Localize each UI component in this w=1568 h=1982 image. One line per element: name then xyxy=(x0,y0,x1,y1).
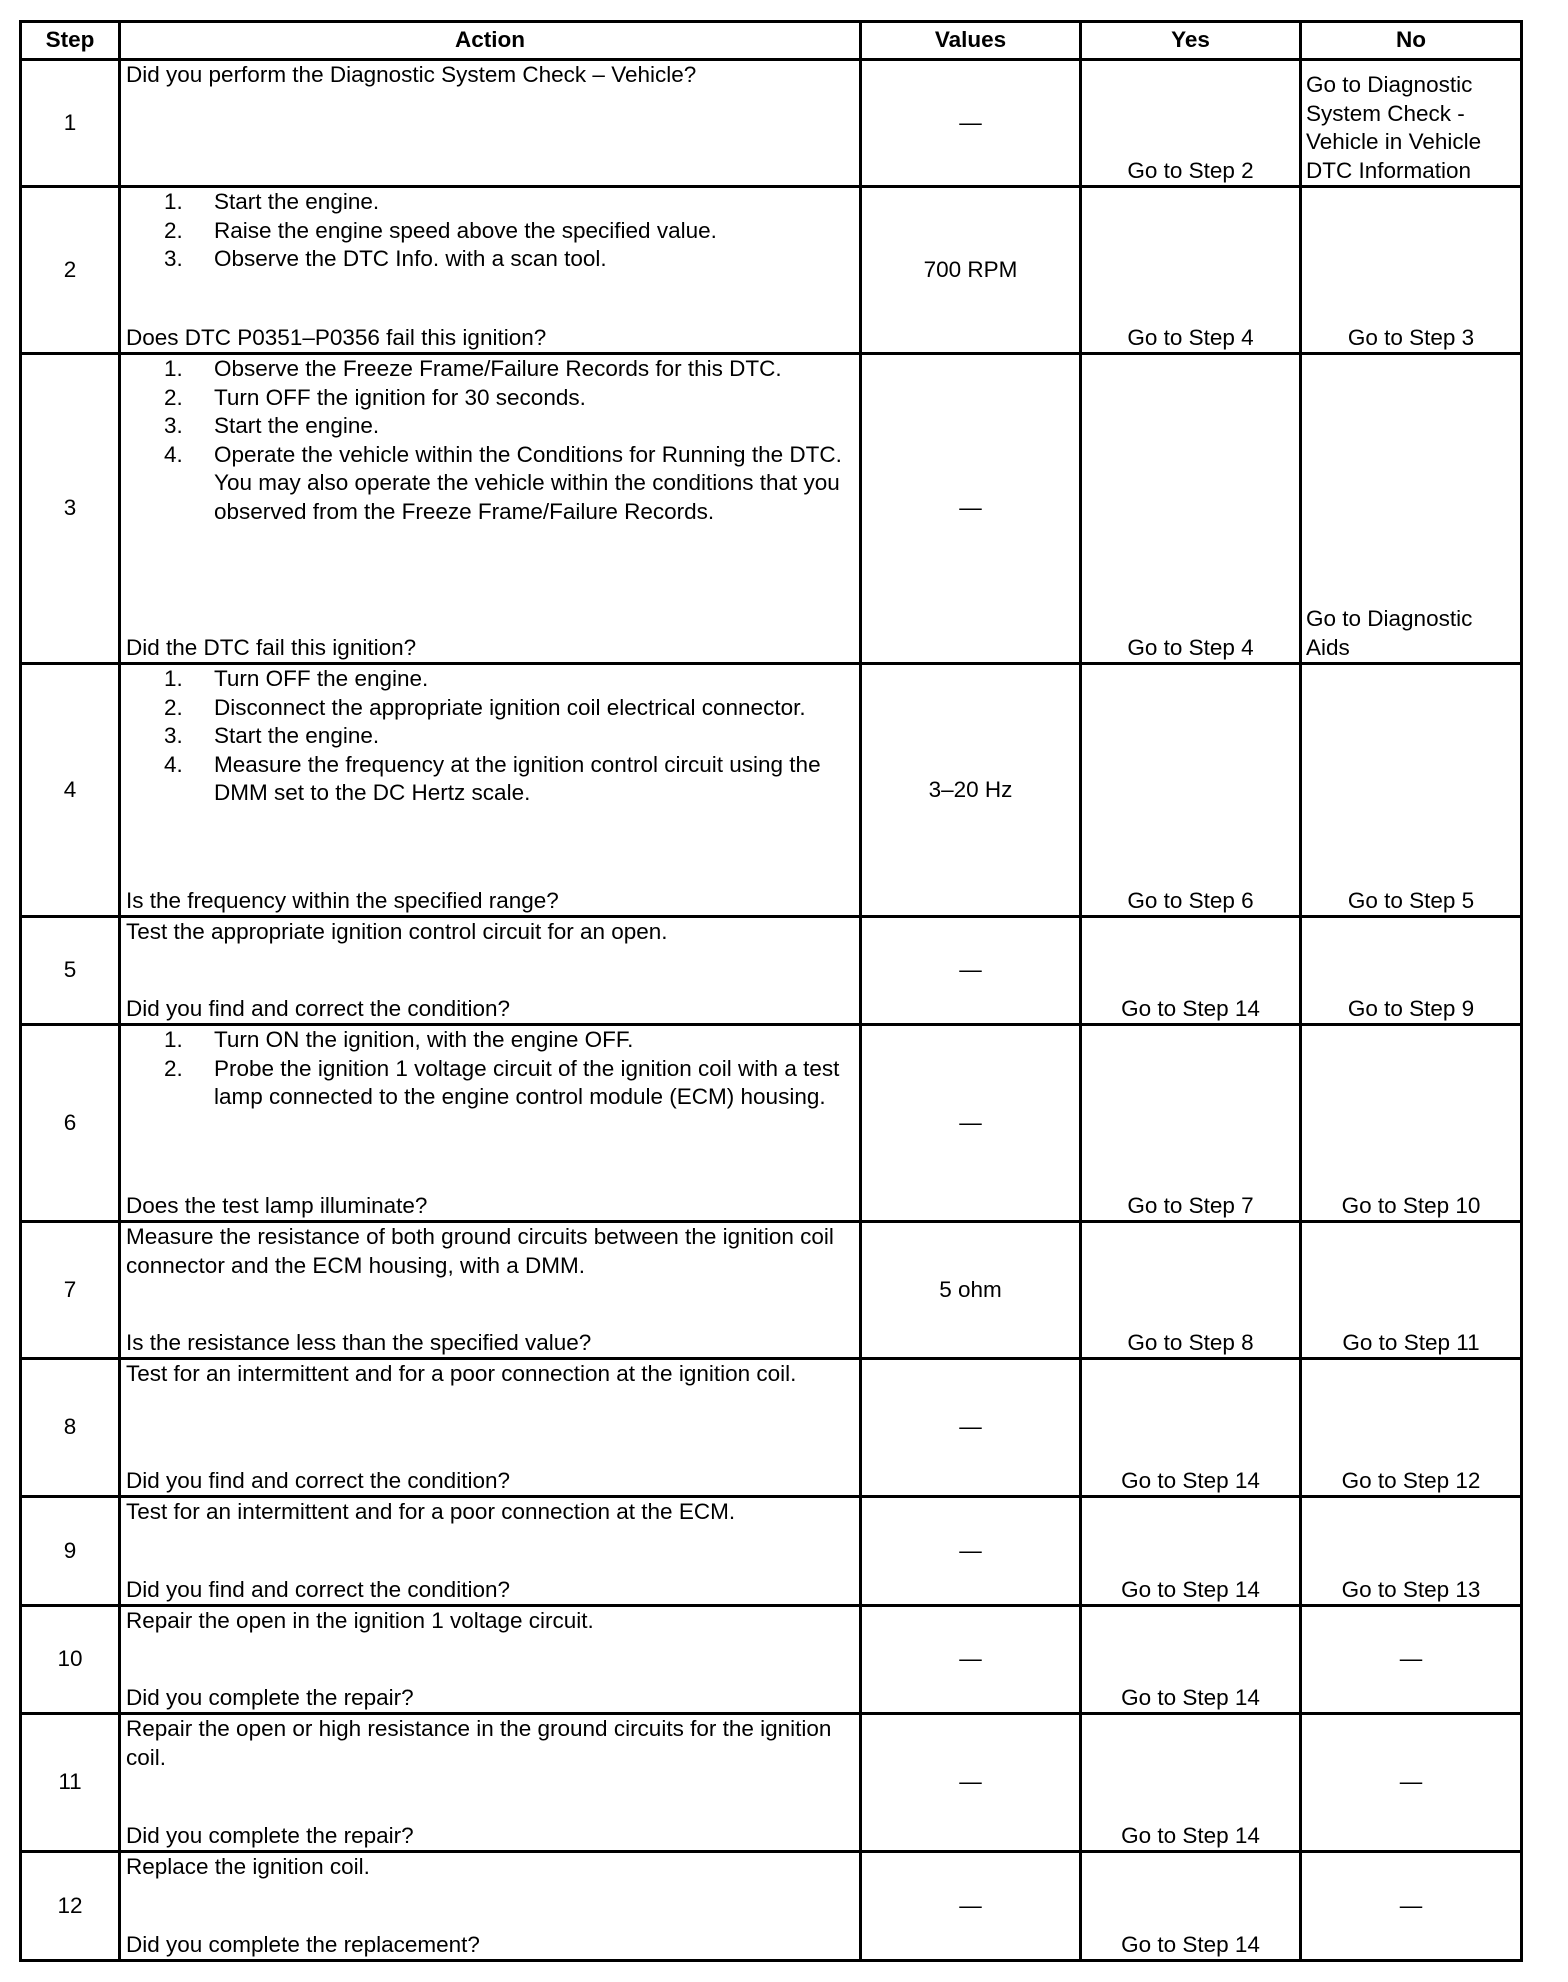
table-row xyxy=(21,664,1522,917)
values-cell: 3–20 Hz xyxy=(861,664,1081,917)
action-step xyxy=(126,412,855,441)
action-cell xyxy=(120,1606,861,1714)
table-row xyxy=(21,60,1522,187)
table-row xyxy=(21,1714,1522,1852)
action-text: Measure the resistance of both ground circuits between the ignition coil connector and the ECM housing, with a DMM. xyxy=(126,1224,834,1278)
yes-cell xyxy=(1081,1714,1301,1852)
step-number: 1. xyxy=(164,1027,183,1052)
step-text: Raise the engine speed above the specified value. xyxy=(214,217,717,243)
no-cell xyxy=(1301,187,1522,354)
no-cell xyxy=(1301,1222,1522,1359)
values-cell: — xyxy=(861,60,1081,187)
step-number: 4. xyxy=(164,441,183,467)
action-steps xyxy=(126,1026,855,1112)
no-cell xyxy=(1301,917,1522,1025)
action-step xyxy=(126,1055,855,1112)
action-question: Is the frequency within the specified range? xyxy=(126,887,559,913)
action-steps xyxy=(126,355,855,526)
action-question: Did you complete the repair? xyxy=(126,1822,414,1848)
step-number-cell: 2 xyxy=(21,187,120,354)
yes-link[interactable]: Go to Step 4 xyxy=(1127,324,1254,350)
action-question: Is the resistance less than the specified value? xyxy=(126,1329,592,1355)
yes-cell xyxy=(1081,1222,1301,1359)
action-step xyxy=(126,355,855,384)
yes-cell xyxy=(1081,917,1301,1025)
step-text: Turn OFF the engine. xyxy=(214,666,429,691)
header-yes: Yes xyxy=(1081,22,1301,60)
yes-cell xyxy=(1081,1025,1301,1222)
action-cell xyxy=(120,60,861,187)
action-text: Replace the ignition coil. xyxy=(126,1854,370,1879)
table-row xyxy=(21,1852,1522,1961)
yes-link[interactable]: Go to Step 14 xyxy=(1121,1931,1260,1957)
yes-link[interactable]: Go to Step 14 xyxy=(1121,1822,1260,1848)
table-row xyxy=(21,917,1522,1025)
step-text: Turn OFF the ignition for 30 seconds. xyxy=(214,384,586,410)
table-row xyxy=(21,354,1522,664)
step-text: Measure the frequency at the ignition control circuit using the DMM set to the DC Hertz scale. xyxy=(214,751,821,805)
step-number-cell: 3 xyxy=(21,354,120,664)
step-number: 2. xyxy=(164,217,183,243)
yes-cell xyxy=(1081,1359,1301,1497)
no-link[interactable]: Go to Step 5 xyxy=(1347,887,1475,913)
table-row xyxy=(21,1606,1522,1714)
no-cell xyxy=(1301,1025,1522,1222)
values-cell: — xyxy=(861,1606,1081,1714)
action-question: Does DTC P0351–P0356 fail this ignition? xyxy=(126,324,547,350)
step-text: Start the engine. xyxy=(214,413,380,438)
no-link[interactable]: Go to Step 3 xyxy=(1347,324,1475,350)
action-cell xyxy=(120,1025,861,1222)
yes-link[interactable]: Go to Step 7 xyxy=(1127,1192,1254,1218)
values-cell: — xyxy=(861,1359,1081,1497)
no-cell xyxy=(1301,60,1522,187)
yes-link[interactable]: Go to Step 14 xyxy=(1121,1684,1260,1710)
action-step xyxy=(126,217,855,246)
step-text: Observe the Freeze Frame/Failure Records for this DTC. xyxy=(214,356,782,381)
action-step xyxy=(126,441,855,527)
step-number-cell: 4 xyxy=(21,664,120,917)
step-number: 4. xyxy=(164,751,183,777)
step-number: 2. xyxy=(164,694,183,720)
step-text: Start the engine. xyxy=(214,723,380,748)
yes-link[interactable]: Go to Step 8 xyxy=(1127,1329,1254,1355)
step-number-cell: 10 xyxy=(21,1606,120,1714)
step-text: Probe the ignition 1 voltage circuit of the ignition coil with a test lamp connected to the engine control module (ECM) housing. xyxy=(214,1055,840,1109)
no-link[interactable]: Go to Step 13 xyxy=(1341,1576,1481,1602)
action-question: Did the DTC fail this ignition? xyxy=(126,634,417,660)
action-step xyxy=(126,694,855,723)
no-link[interactable]: Go to Step 9 xyxy=(1347,995,1475,1021)
step-number-cell: 5 xyxy=(21,917,120,1025)
header-no: No xyxy=(1301,22,1522,60)
action-step xyxy=(126,751,855,808)
action-step xyxy=(126,188,855,217)
action-text: Test for an intermittent and for a poor connection at the ECM. xyxy=(126,1499,736,1524)
action-question: Did you find and correct the condition? xyxy=(126,995,510,1021)
table-row xyxy=(21,187,1522,354)
no-cell xyxy=(1301,1359,1522,1497)
action-question: Did you find and correct the condition? xyxy=(126,1576,510,1602)
step-number: 2. xyxy=(164,384,183,410)
no-link[interactable]: Go to Step 11 xyxy=(1342,1329,1480,1355)
no-link: — xyxy=(1399,1769,1423,1795)
no-cell xyxy=(1301,1714,1522,1852)
yes-link[interactable]: Go to Step 2 xyxy=(1127,157,1254,183)
header-step: Step xyxy=(21,22,120,60)
action-text: Test for an intermittent and for a poor connection at the ignition coil. xyxy=(126,1361,797,1386)
action-question: Does the test lamp illuminate? xyxy=(126,1192,428,1218)
yes-link[interactable]: Go to Step 4 xyxy=(1127,634,1254,660)
no-link: — xyxy=(1399,1892,1423,1918)
action-step xyxy=(126,245,855,274)
yes-cell xyxy=(1081,187,1301,354)
no-cell xyxy=(1301,354,1522,664)
yes-link[interactable]: Go to Step 14 xyxy=(1121,1576,1260,1602)
no-link: — xyxy=(1399,1646,1423,1672)
step-number: 3. xyxy=(164,413,183,438)
values-cell: — xyxy=(861,1025,1081,1222)
yes-cell xyxy=(1081,1852,1301,1961)
action-step xyxy=(126,722,855,751)
step-number: 1. xyxy=(164,666,183,691)
action-steps xyxy=(126,188,855,274)
step-number-cell: 7 xyxy=(21,1222,120,1359)
step-number-cell: 12 xyxy=(21,1852,120,1961)
values-cell: — xyxy=(861,354,1081,664)
table-row xyxy=(21,1359,1522,1497)
step-number-cell: 8 xyxy=(21,1359,120,1497)
step-number-cell: 9 xyxy=(21,1497,120,1606)
action-step xyxy=(126,1026,855,1055)
step-text: Disconnect the appropriate ignition coil electrical connector. xyxy=(214,694,806,720)
step-number-cell: 11 xyxy=(21,1714,120,1852)
no-cell xyxy=(1301,664,1522,917)
step-number: 3. xyxy=(164,246,183,271)
action-text: Repair the open or high resistance in the ground circuits for the ignition coil. xyxy=(126,1716,832,1770)
action-question: Did you complete the replacement? xyxy=(126,1931,480,1957)
table-row xyxy=(21,1497,1522,1606)
action-steps xyxy=(126,665,855,808)
action-cell xyxy=(120,1222,861,1359)
step-text: Turn ON the ignition, with the engine OFF. xyxy=(214,1027,634,1052)
values-cell: 5 ohm xyxy=(861,1222,1081,1359)
values-cell: — xyxy=(861,917,1081,1025)
yes-link[interactable]: Go to Step 6 xyxy=(1127,887,1254,913)
yes-link[interactable]: Go to Step 14 xyxy=(1121,995,1260,1021)
action-step xyxy=(126,384,855,413)
yes-link[interactable]: Go to Step 14 xyxy=(1121,1467,1260,1493)
yes-cell xyxy=(1081,1606,1301,1714)
yes-cell xyxy=(1081,60,1301,187)
action-step xyxy=(126,665,855,694)
values-cell: 700 RPM xyxy=(861,187,1081,354)
no-cell xyxy=(1301,1497,1522,1606)
table-row xyxy=(21,1025,1522,1222)
header-row xyxy=(21,22,1522,60)
step-text: Operate the vehicle within the Conditions for Running the DTC. You may also operate the vehicle within the conditions that you observed from the Freeze Frame/Failure Records. xyxy=(214,441,842,524)
table-row xyxy=(21,1222,1522,1359)
action-question: Did you complete the repair? xyxy=(126,1684,414,1710)
action-cell xyxy=(120,1497,861,1606)
step-text: Observe the DTC Info. with a scan tool. xyxy=(214,246,607,271)
step-number-cell: 6 xyxy=(21,1025,120,1222)
no-cell xyxy=(1301,1606,1522,1714)
action-cell xyxy=(120,664,861,917)
action-cell xyxy=(120,1714,861,1852)
yes-cell xyxy=(1081,664,1301,917)
action-cell xyxy=(120,917,861,1025)
action-text: Repair the open in the ignition 1 voltage circuit. xyxy=(126,1608,594,1633)
action-cell xyxy=(120,1852,861,1961)
values-cell: — xyxy=(861,1497,1081,1606)
step-number: 1. xyxy=(164,189,183,214)
action-question: Did you find and correct the condition? xyxy=(126,1467,510,1493)
no-link[interactable]: Go to Diagnostic System Check - Vehicle in Vehicle DTC Information xyxy=(1306,72,1482,183)
action-text: Test the appropriate ignition control circuit for an open. xyxy=(126,919,668,944)
header-values: Values xyxy=(861,22,1081,60)
step-number-cell: 1 xyxy=(21,60,120,187)
no-link[interactable]: Go to Step 10 xyxy=(1341,1192,1481,1218)
header-action: Action xyxy=(120,22,861,60)
no-link[interactable]: Go to Diagnostic Aids xyxy=(1306,606,1473,660)
step-text: Start the engine. xyxy=(214,189,380,214)
action-cell xyxy=(120,354,861,664)
action-text: Did you perform the Diagnostic System Check – Vehicle? xyxy=(126,62,697,87)
diagnostic-table xyxy=(19,20,1523,1962)
step-number: 1. xyxy=(164,356,183,381)
no-cell xyxy=(1301,1852,1522,1961)
step-number: 2. xyxy=(164,1055,183,1081)
values-cell: — xyxy=(861,1714,1081,1852)
values-cell: — xyxy=(861,1852,1081,1961)
step-number: 3. xyxy=(164,723,183,748)
action-cell xyxy=(120,187,861,354)
yes-cell xyxy=(1081,354,1301,664)
action-cell xyxy=(120,1359,861,1497)
no-link[interactable]: Go to Step 12 xyxy=(1341,1467,1481,1493)
yes-cell xyxy=(1081,1497,1301,1606)
